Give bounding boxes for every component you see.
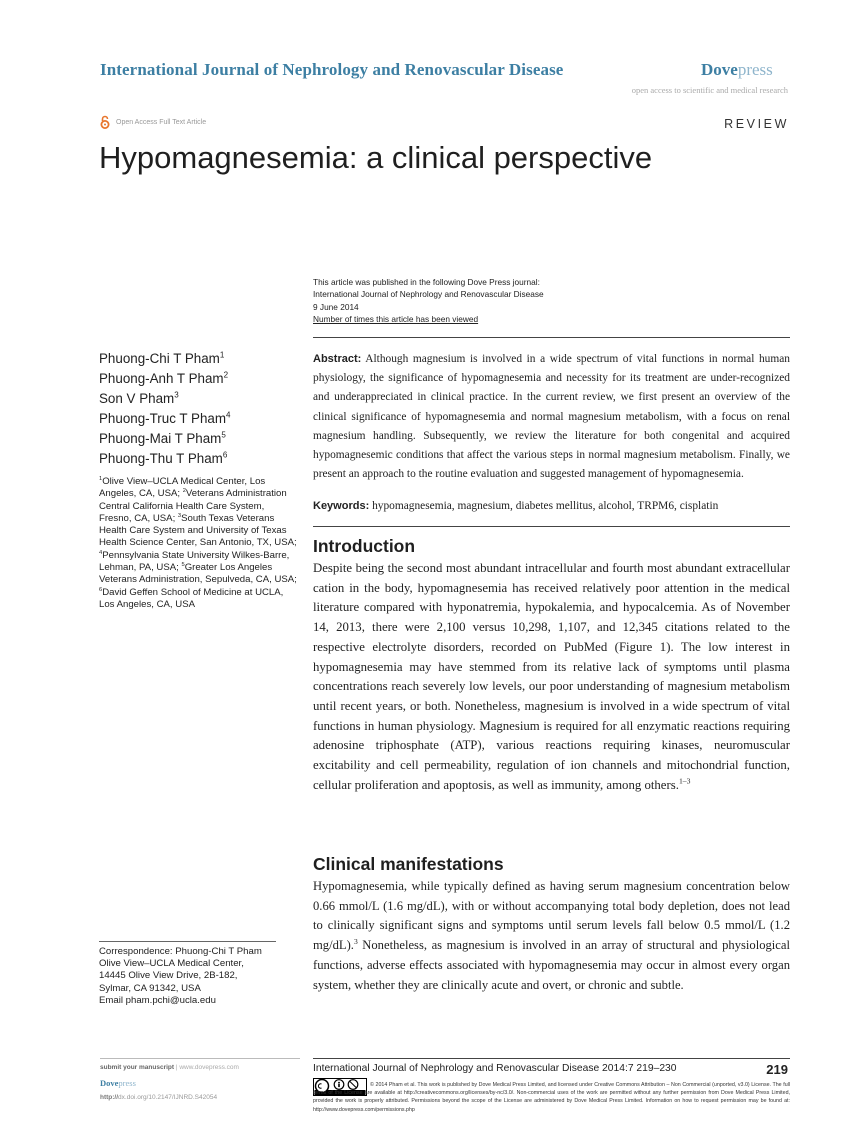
author-3: Son V Pham$^3$ [99,390,179,406]
citation-ref[interactable]: 3 [353,936,358,946]
divider-footer-left [100,1058,300,1059]
section-heading-clinical-manifestations: Clinical manifestations [313,854,504,874]
correspondence: Correspondence: Phuong-Chi T Pham Olive View–UCLA Medical Center, 14445 Olive View Drive, 2B-182, Sylmar, CA 91342, USA Email pham.pchi@ucla.edu [99,946,299,1007]
open-access-label [100,115,206,129]
article-title: Hypomagnesemia: a clinical perspective [99,140,653,175]
license-text: © 2014 Pham et al. This work is published by Dove Medical Press Limited, and licensed under Creative Commons Attribution – Non Commercial (unported, v3.0) License. The full terms of the License are available at http://creativecommons.org/licenses/by-nc/3.0/. Non-commercial uses of the work are permitted without any further permission from Dove Medical Press Limited, provided the work is properly attributed. Permissions beyond the scope of the License are administered by Dove Medical Press Limited. Information on how to request permission may be found at: http://www.dovepress.com/permissions.php [313,1082,790,1113]
doi-link[interactable]: http://dx.doi.org/10.2147/IJNRD.S42054 [100,1094,218,1101]
page-number: 219 [766,1062,788,1077]
introduction-text: Despite being the second most abundant intracellular and fourth most abundant extracellular cation in the body, hypomagnesemia has received relatively poor attention in the medical literature compared with hyponatremia, hypokalemia, and hypocalcemia. As of November 14, 2013, there were 2,100 versus 10,298, 1,107, and 12,345 citations related to the respective electrolyte disorders, recorded on PubMed (Figure 1). The low interest in hypomagnesemia may have stemmed from its relative lack of symptoms until plasma concentrations reach severely low levels, our poor understanding of magnesium metabolism until recent years, or both. Nonetheless, magnesium is involved in a wide spectrum of vital functions in human physiology. Magnesium is required for all enzymatic reactions requiring adenosine triphosphate (ATP), various reactions requiring kinases, neuromuscular excitability and cell permeability, regulation of ion channels and mitochondrial function, cellular proliferation and apoptosis, as well as immunity, among others.$^{1-3}$ [313,561,790,792]
author-list [99,349,231,469]
affiliations: $^1$Olive View–UCLA Medical Center, Los Angeles, CA, USA; $^2$Veterans Administration Central California Health Care System, Fresno, CA, USA; $^3$South Texas Veterans Health Care System and University of Texas Health Science Center, San Antonio, TX, USA; $^4$Pennsylvania State University Wilkes-Barre, Lehman, PA, USA; $^5$Greater Los Angeles Veterans Administration, Sepulveda, CA, USA; $^6$David Geffen School of Medicine at UCLA, Los Angeles, CA, USA [99,475,297,610]
abstract-label: Abstract: [313,353,362,365]
author-5: Phuong-Mai T Pham$^5$ [99,430,226,446]
keywords-text: hypomagnesemia, magnesium, diabetes mellitus, alcohol, TRPM6, cisplatin [369,500,719,512]
logo-dove: Dove [701,60,738,79]
clinical-manifestations-text: Hypomagnesemia, while typically defined as having serum magnesium concentration below 0.66 mmol/L (1.6 mg/dL), with or without accompanying total body depletion, does not lead to clinically significant signs and symptoms until serum levels fall below 0.5 mmol/L (1.2 mg/dL).$^3$ Nonetheless, as magnesium is involved in an array of structural and physiological functions, adverse effects associated with hypomagnesemia may occur in almost every organ system, whether they are clinically acute and overt, or chronic and subtle. [313,879,790,992]
article-type: REVIEW [724,117,789,131]
divider-footer [313,1058,790,1059]
author-6: Phuong-Thu T Pham$^6$ [99,450,228,466]
author-4: Phuong-Truc T Pham$^4$ [99,410,231,426]
author-1: Phuong-Chi T Pham$^1$ [99,350,225,366]
divider-abstract [313,526,790,527]
correspondence-email[interactable]: Email pham.pchi@ucla.edu [99,994,216,1006]
logo-press: press [737,60,773,79]
pubinfo-journal: International Journal of Nephrology and Renovascular Disease [313,289,544,300]
pubinfo-line1: This article was published in the following Dove Press journal: [313,277,540,287]
dovepress-logo[interactable] [701,60,773,80]
publication-info [313,276,544,325]
footer-dovepress-logo[interactable]: Dovepress [100,1078,136,1088]
open-access-lock-icon [100,115,110,129]
section-heading-introduction: Introduction [313,536,416,556]
citation-ref[interactable]: 1–3 [678,776,691,786]
views-count-link[interactable]: Number of times this article has been viewed [313,313,479,324]
journal-title: International Journal of Nephrology and Renovascular Disease [100,60,564,79]
keywords-label: Keywords: [313,500,370,512]
footer-citation: International Journal of Nephrology and Renovascular Disease 2014:7 219–230 [313,1063,677,1074]
pubinfo-date: 9 June 2014 [313,301,359,312]
divider-correspondence [99,941,276,942]
abstract-text: Although magnesium is involved in a wide spectrum of vital functions in normal human physiology, the significance of hypomagnesemia and necessity for its treatment are under-recognized and underappreciated in clinical practice. In the current review, we first present an overview of the clinical significance of hypomagnesemia and normal magnesium metabolism, with a focus on renal magnesium handling. Subsequently, we review the literature for both congenital and acquired hypomagnesemic conditions that affect the various steps in normal magnesium metabolism. Finally, we present an approach to the routine evaluation and suggested management of hypomagnesemia. [313,353,790,481]
open-access-text: Open Access Full Text Article [116,118,207,126]
divider-top [313,337,790,338]
keywords [313,497,790,516]
submit-manuscript-link[interactable]: submit your manuscript | www.dovepress.com [100,1064,239,1071]
publisher-tagline: open access to scientific and medical research [631,85,788,95]
author-2: Phuong-Anh T Pham$^2$ [99,370,229,386]
abstract [313,350,790,484]
